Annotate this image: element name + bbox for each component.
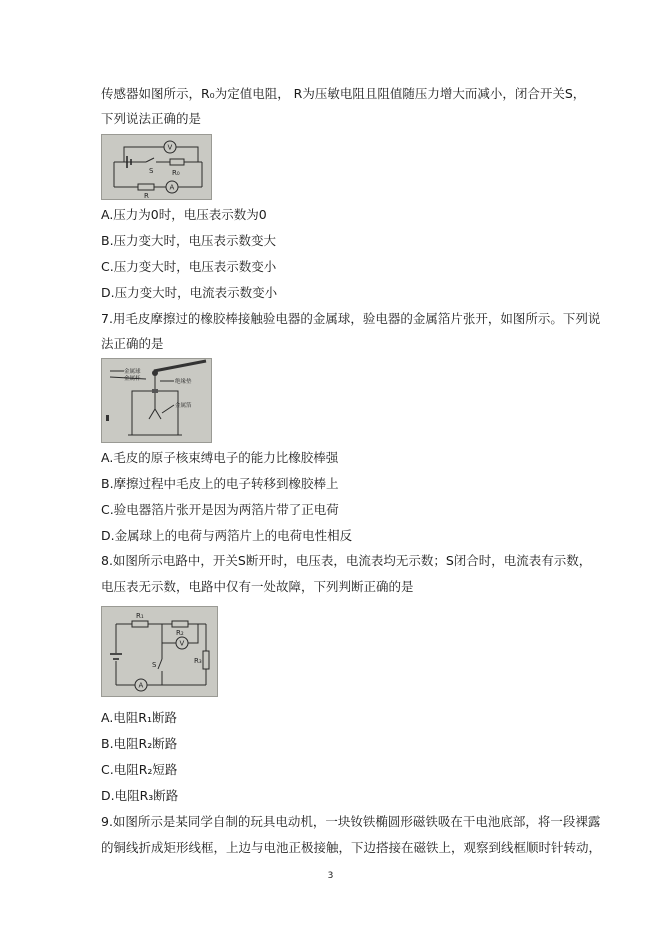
q8-option-c: C.电阻R₂短路 [101,762,178,777]
q7-option-d: D.金属球上的电荷与两箔片上的电荷电性相反 [101,528,353,543]
q9-stem-line2: 的铜线折成矩形线框，上边与电池正极接触，下边搭接在磁铁上，观察到线框顺时针转动， [101,840,602,855]
q6-r-label: R [144,192,149,199]
q8-option-d: D.电阻R₃断路 [101,788,179,803]
q7-option-c: C.验电器箔片张开是因为两箔片带了正电荷 [101,502,339,517]
q7-stem-line1: 7.用毛皮摩擦过的橡胶棒接触验电器的金属球，验电器的金属箔片张开，如图所示。下列说 [101,311,601,326]
q8-stem-line2: 电压表无示数，电路中仅有一处故障，下列判断正确的是 [101,579,414,594]
q6-r0-label: R₀ [172,169,180,177]
q6-option-d: D.压力变大时，电流表示数变小 [101,285,278,300]
q6-voltmeter-label: V [167,143,173,152]
q6-circuit-figure [101,134,212,200]
q7-stem-line2: 法正确的是 [101,336,164,351]
q7-metal-ball-label: 金属球 [124,369,141,375]
q6-option-c: C.压力变大时，电压表示数变小 [101,259,277,274]
q6-switch-label: S [149,167,154,175]
q8-option-a: A.电阻R₁断路 [101,710,178,725]
q7-metal-foil-label: 金属箔 [175,403,192,409]
q8-voltmeter-label: V [179,639,185,648]
q8-ammeter-label: A [138,681,144,690]
q7-electroscope-figure [101,358,212,443]
q6-ammeter-label: A [169,183,175,192]
q6-stem-line2: 下列说法正确的是 [101,111,202,126]
page-number: 3 [327,871,334,881]
q8-stem-line1: 8.如图所示电路中，开关S断开时，电压表，电流表均无示数；S闭合时，电流表有示数， [101,553,592,568]
q8-switch-label: S [152,661,157,669]
q8-r1-label: R₁ [136,612,144,620]
q8-r3-label: R₃ [194,657,202,665]
q8-option-b: B.电阻R₂断路 [101,736,178,751]
q6-stem-line1: 传感器如图所示，R₀为定值电阻， R为压敏电阻且阻值随压力增大而减小，闭合开关S， [101,86,586,101]
q7-insulator-label: 绝缘垫 [175,379,192,385]
q7-option-b: B.摩擦过程中毛皮上的电子转移到橡胶棒上 [101,476,339,491]
q9-stem-line1: 9.如图所示是某同学自制的玩具电动机，一块钕铁椭圆形磁铁吸在干电池底部，将一段裸露 [101,814,601,829]
q7-option-a: A.毛皮的原子核束缚电子的能力比橡胶棒强 [101,450,339,465]
q8-r2-label: R₂ [176,629,184,637]
q8-circuit-figure [101,606,218,697]
q6-option-b: B.压力变大时，电压表示数变大 [101,233,277,248]
q6-option-a: A.压力为0时，电压表示数为0 [101,207,267,222]
q7-metal-rod-label: 金属杆 [124,376,141,382]
